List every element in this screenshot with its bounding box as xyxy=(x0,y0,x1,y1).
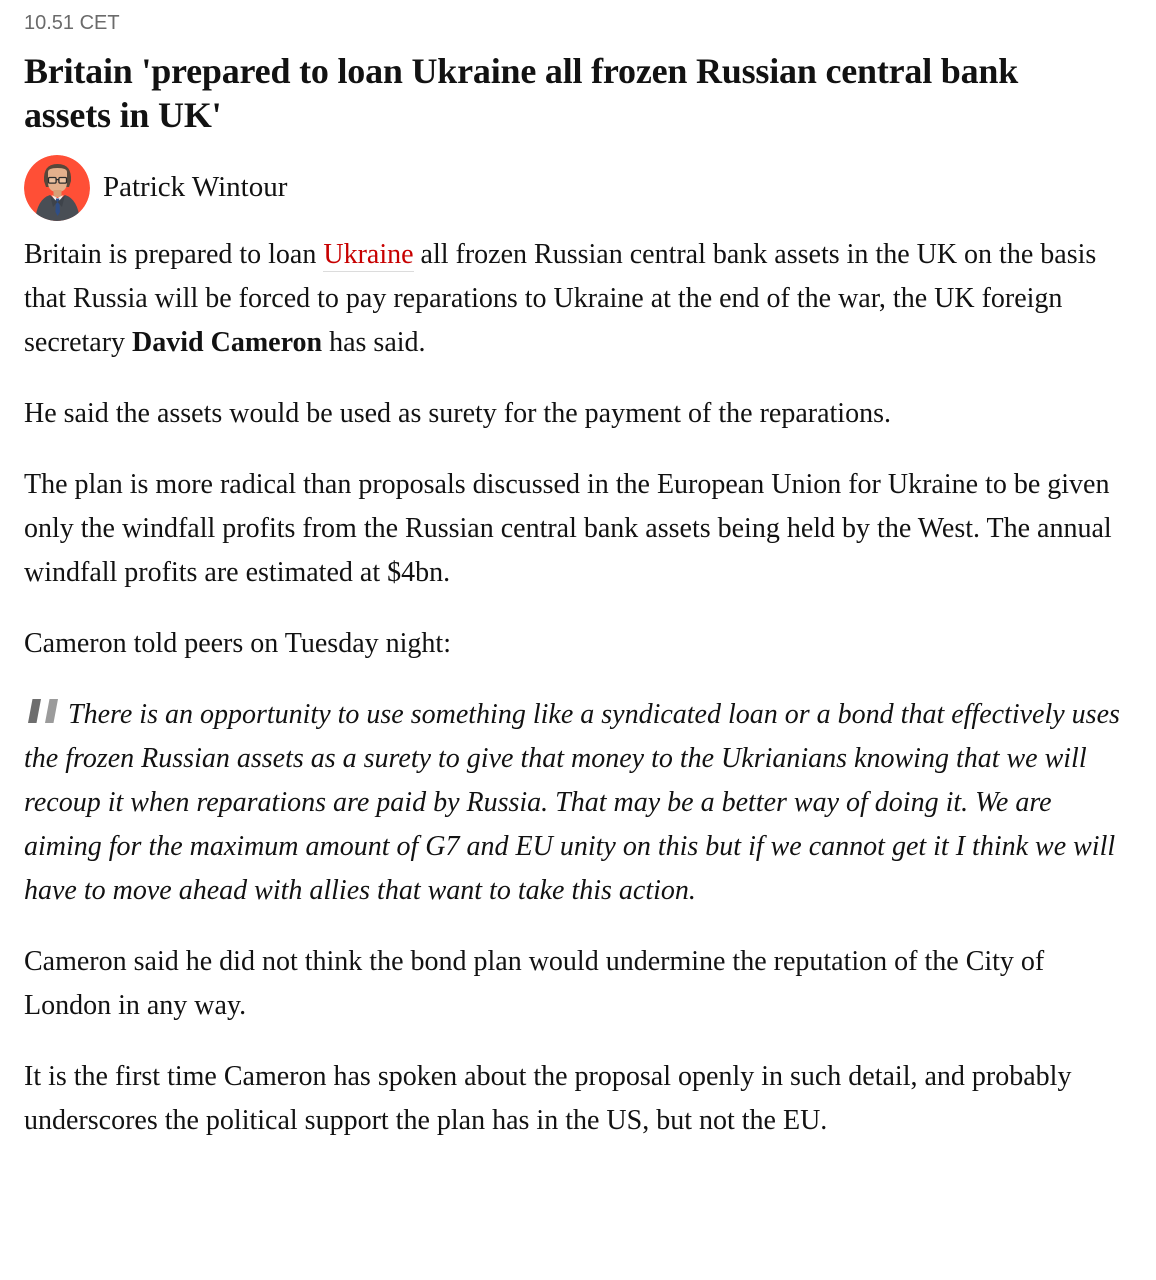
body-paragraph: Cameron told peers on Tuesday night: xyxy=(24,627,451,659)
byline xyxy=(24,155,1132,221)
body-paragraph: It is the first time Cameron has spoken about the proposal openly in such detail, and probably underscores the political support the plan has in the US, but not the EU. xyxy=(24,1060,1072,1136)
ukraine-link[interactable]: Ukraine xyxy=(323,238,414,270)
lead-bold-name: David Cameron xyxy=(132,326,323,358)
lead-before-link: Britain is prepared to loan xyxy=(24,238,324,270)
author-avatar xyxy=(24,155,90,221)
body-paragraph: Cameron said he did not think the bond plan would undermine the reputation of the City of London in any way. xyxy=(24,945,1045,1021)
pull-quote xyxy=(24,693,1132,913)
lead-after-bold: has said. xyxy=(322,326,426,358)
body-paragraph: He said the assets would be used as surety for the payment of the reparations. xyxy=(24,397,891,429)
author-name: Patrick Wintour xyxy=(103,171,288,204)
post-timestamp[interactable]: 10.51 CET xyxy=(24,12,120,34)
lead-after-link: all frozen Russian central bank assets in the UK on the basis that Russia will be forced to pay reparations to Ukraine at the end of the war, the UK foreign secretary xyxy=(24,238,1097,358)
body-paragraph: The plan is more radical than proposals discussed in the European Union for Ukraine to be given only the windfall profits from the Russian central bank assets being held by the West. The annual windfall profits are estimated at $4bn. xyxy=(24,468,1112,588)
quotation-marks-icon xyxy=(24,694,62,720)
author-portrait-icon xyxy=(24,155,90,221)
post-headline: Britain 'prepared to loan Ukraine all frozen Russian central bank assets in UK' xyxy=(24,51,1019,135)
lead-paragraph xyxy=(24,233,1132,365)
quote-text: There is an opportunity to use something like a syndicated loan or a bond that effectively uses the frozen Russian assets as a surety to give that money to the Ukrianians knowing that we will recoup it when reparations are paid by Russia. That may be a better way of doing it. We are aiming for the maximum amount of G7 and EU unity on this but if we cannot get it I think we will have to move ahead with allies that want to take this action. xyxy=(24,698,1120,906)
article-body xyxy=(24,233,1132,1143)
